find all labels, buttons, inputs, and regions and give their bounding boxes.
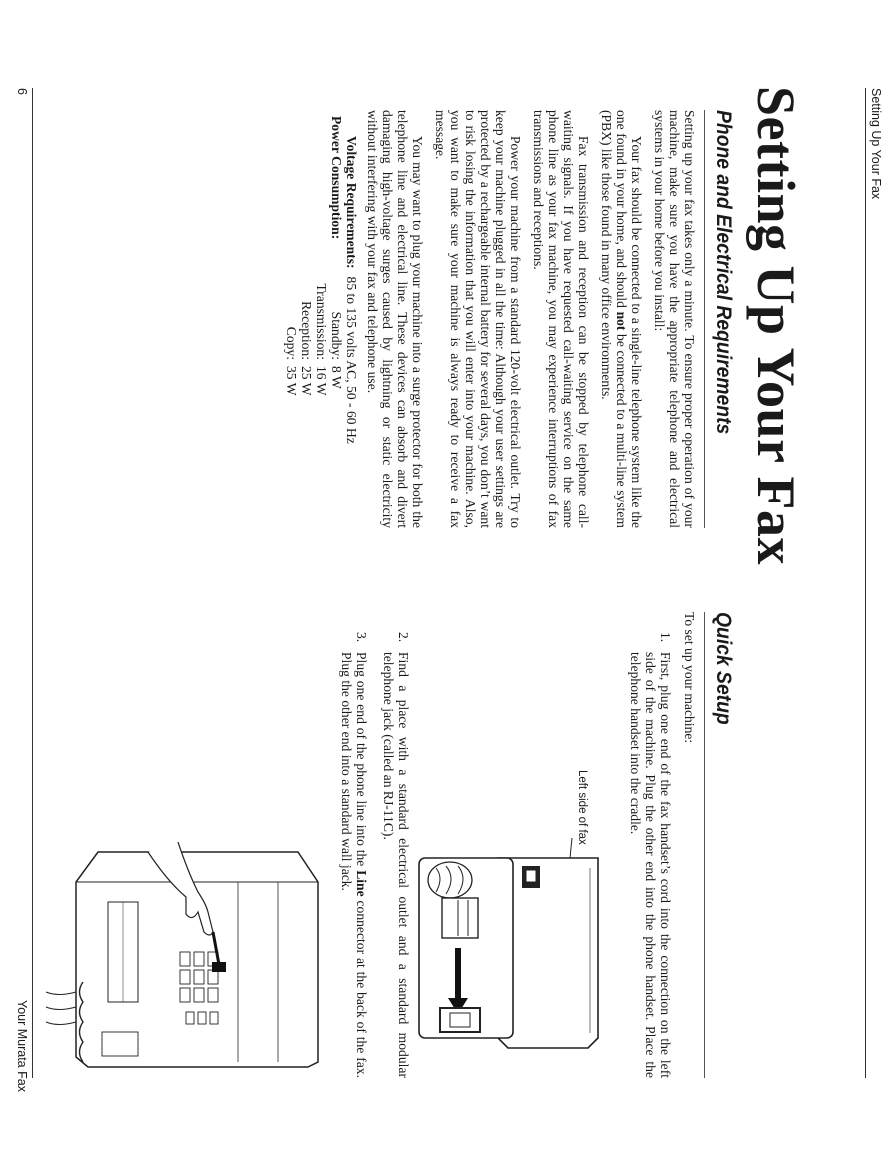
power-mode: Copy: [284, 326, 299, 360]
fax-machine-illustration [38, 842, 338, 1072]
step-text [339, 652, 369, 1078]
running-header: Setting Up Your Fax [869, 88, 883, 200]
section-heading-requirements: Phone and Electrical Requirements [712, 110, 735, 435]
specifications [284, 110, 359, 528]
power-value: 35 W [284, 366, 299, 396]
section-heading-quick-setup: Quick Setup [712, 612, 735, 725]
paragraph-text: be connected to a multi-line system (PBX) like those found in many office environments. [599, 110, 629, 528]
power-mode: Reception: [299, 301, 314, 360]
power-table [284, 274, 344, 396]
figure-caption-left-side: Left side of fax [576, 770, 588, 845]
step-text-part: Plug one end of the phone line into the [354, 652, 369, 871]
power-value: 16 W [314, 366, 329, 396]
power-mode: Transmission: [314, 283, 329, 360]
paragraph-intro: Setting up your fax takes only a minute. To ensure proper operation of your machine, make sure you have the appropriate telephone and electrical systems in your home before you install: [652, 110, 697, 528]
power-table-row [284, 274, 299, 396]
voltage-value: 85 to 135 volts AC, 50 - 60 Hz [344, 276, 359, 444]
step-number: 2. [396, 632, 411, 643]
step-number: 3. [354, 632, 369, 643]
power-value: 8 W [329, 366, 344, 389]
power-table-row [329, 274, 344, 396]
paragraph-single-line [599, 110, 644, 528]
step-1 [613, 632, 673, 1078]
handset-connection-illustration [414, 838, 608, 1070]
power-row [284, 110, 344, 528]
section-rule [704, 612, 705, 1078]
step-2 [379, 632, 411, 1078]
requirements-body [284, 110, 697, 528]
page-title: Setting Up Your Fax [746, 86, 806, 566]
power-mode: Standby: [329, 311, 344, 360]
quick-setup-intro: To set up your machine: [682, 612, 697, 744]
power-label: Power Consumption: [329, 116, 344, 240]
footer-rule [32, 88, 33, 1078]
power-table-row [314, 274, 329, 396]
voltage-label: Voltage Requirements: [344, 136, 359, 269]
step-text: Find a place with a standard electrical outlet and a standard modular telephone jack (called an RJ-11C). [381, 652, 411, 1078]
step-number: 1. [658, 632, 673, 643]
power-table-row [299, 274, 314, 396]
step-text-part: connector at the back of the fax. Plug the other end into a standard wall jack. [339, 652, 369, 1078]
voltage-row [344, 110, 359, 528]
running-footer-product: Your Murata Fax [15, 1000, 29, 1092]
paragraph-text: Your fax should be connected to a single-line telephone system like the one found in your home, and should [614, 110, 644, 528]
emphasis-not: not [614, 311, 629, 331]
section-rule [704, 110, 705, 528]
paragraph-power: Power your machine from a standard 120-volt electrical outlet. Try to keep your machine plugged in all the time: Although your user settings are protected by a rechargeable internal battery for several days, you don’t want to risk losing the information that you will enter into your machine. Also, you want to make sure your machine is always ready to receive a fax message. [433, 110, 523, 528]
paragraph-call-waiting: Fax transmission and reception can be stopped by telephone call-waiting signals. If you have requested call-waiting service on the same phone line as your fax machine, you may experience interruptions of fax transmissions and receptions. [531, 110, 591, 528]
page-number: 6 [15, 88, 29, 95]
paragraph-surge: You may want to plug your machine into a surge protector for both the telephone line and electrical line. These devices can absorb and divert damaging high-voltage surges caused by lightning or static electricity without interfering with your fax and telephone use. [365, 110, 425, 528]
line-connector-label: Line [354, 870, 369, 897]
step-text: First, plug one end of the fax handset’s cord into the connection on the left side of the machine. Plug the other end into the phone handset. Place the telephone handset into the cradle. [628, 652, 673, 1078]
header-rule [865, 88, 866, 1078]
power-value: 25 W [299, 366, 314, 396]
